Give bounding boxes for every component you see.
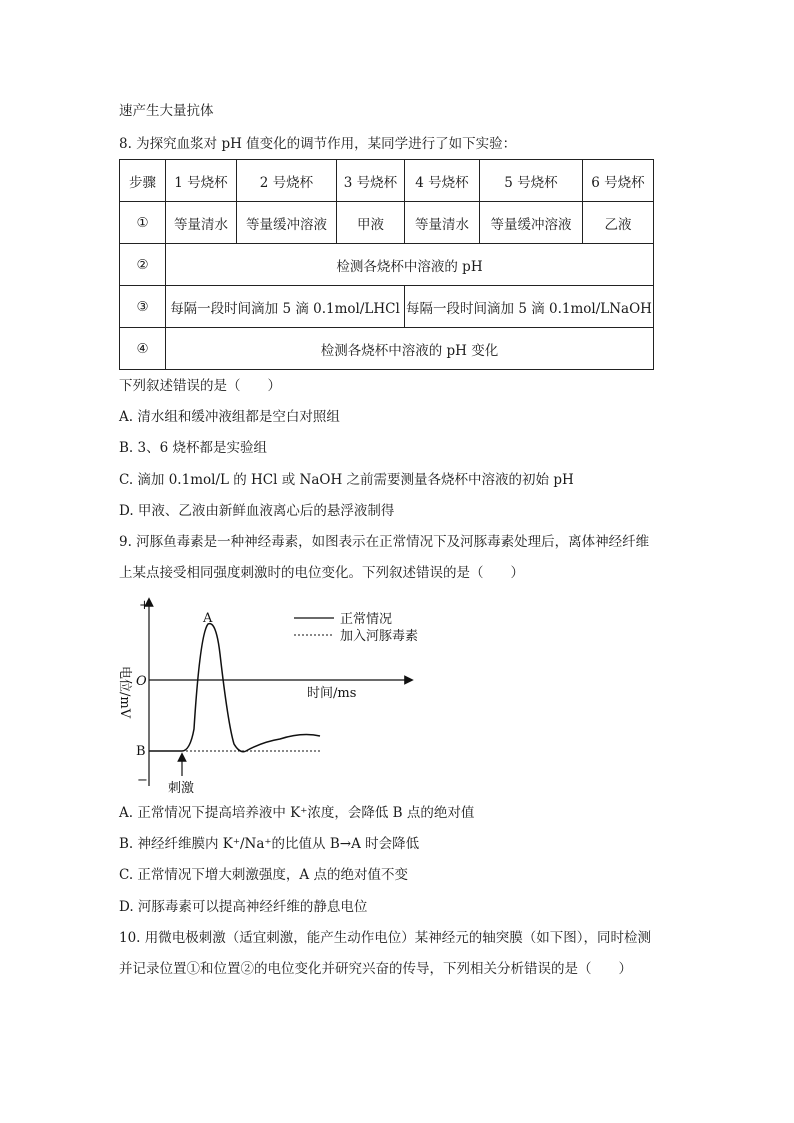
- normal-curve: [149, 624, 320, 752]
- experiment-table: [119, 159, 654, 370]
- table-cell: 3 号烧杯: [337, 160, 405, 202]
- table-row: [120, 244, 654, 286]
- table-cell: 1 号烧杯: [166, 160, 237, 202]
- point-b-label: B: [136, 744, 146, 759]
- stimulus-label: 刺激: [168, 781, 195, 796]
- table-cell: 4 号烧杯: [405, 160, 480, 202]
- table-row: [120, 286, 654, 328]
- table-header-row: [120, 160, 654, 202]
- table-cell: 甲液: [337, 202, 405, 244]
- x-axis-label: 时间/ms: [307, 686, 357, 701]
- q9-option-b: B. 神经纤维膜内 K⁺/Na⁺的比值从 B→A 时会降低: [119, 836, 420, 852]
- q8-stem: 8. 为探究血浆对 pH 值变化的调节作用，某同学进行了如下实验：: [119, 136, 517, 152]
- table-cell: 6 号烧杯: [583, 160, 654, 202]
- table-cell: 检测各烧杯中溶液的 pH: [166, 244, 654, 286]
- table-row: [120, 328, 654, 370]
- table-cell: 等量缓冲溶液: [480, 202, 583, 244]
- table-cell: 检测各烧杯中溶液的 pH 变化: [166, 328, 654, 370]
- table-cell: ②: [120, 244, 166, 286]
- table-cell: 等量清水: [405, 202, 480, 244]
- q8-option-a: A. 清水组和缓冲液组都是空白对照组: [119, 409, 340, 425]
- table-row: [120, 202, 654, 244]
- q9-option-d: D. 河豚毒素可以提高神经纤维的静息电位: [119, 899, 368, 915]
- legend-normal-label: 正常情况: [340, 612, 393, 627]
- q8-option-c: C. 滴加 0.1mol/L 的 HCl 或 NaOH 之前需要测量各烧杯中溶液的初始 pH: [119, 472, 574, 488]
- q10-stem-line2: 并记录位置①和位置②的电位变化并研究兴奋的传导，下列相关分析错误的是（ ）: [119, 961, 632, 977]
- q9-option-c: C. 正常情况下增大刺激强度，A 点的绝对值不变: [119, 867, 408, 883]
- intro-line: 速产生大量抗体: [119, 103, 214, 119]
- q9-stem-line1: 9. 河豚鱼毒素是一种神经毒素，如图表示在正常情况下及河豚毒素处理后，离体神经纤维: [119, 534, 650, 550]
- q9-option-a: A. 正常情况下提高培养液中 K⁺浓度，会降低 B 点的绝对值: [119, 805, 475, 821]
- table-cell: ④: [120, 328, 166, 370]
- table-cell: 乙液: [583, 202, 654, 244]
- table-cell: ③: [120, 286, 166, 328]
- plus-label: +: [139, 598, 150, 613]
- origin-label: O: [136, 674, 147, 689]
- table-cell: 每隔一段时间滴加 5 滴 0.1mol/LHCl: [166, 286, 405, 328]
- point-a-label: A: [203, 611, 213, 626]
- table-cell: 步骤: [120, 160, 166, 202]
- q9-stem-line2: 上某点接受相同强度刺激时的电位变化。下列叙述错误的是（ ）: [119, 565, 524, 581]
- table-cell: 每隔一段时间滴加 5 滴 0.1mol/LNaOH: [405, 286, 654, 328]
- table-cell: 等量缓冲溶液: [237, 202, 337, 244]
- q8-option-d: D. 甲液、乙液由新鲜血液离心后的悬浮液制得: [119, 503, 395, 519]
- minus-label: −: [137, 773, 148, 788]
- table-cell: 等量清水: [166, 202, 237, 244]
- table-cell: ①: [120, 202, 166, 244]
- table-cell: 2 号烧杯: [237, 160, 337, 202]
- table-cell: 5 号烧杯: [480, 160, 583, 202]
- action-potential-figure: [112, 594, 442, 796]
- y-axis-label: 电位/mV: [117, 666, 132, 719]
- q8-prompt: 下列叙述错误的是（ ）: [119, 378, 281, 394]
- q10-stem-line1: 10. 用微电极刺激（适宜刺激，能产生动作电位）某神经元的轴突膜（如下图），同时检测: [119, 930, 652, 946]
- q8-option-b: B. 3、6 烧杯都是实验组: [119, 440, 267, 456]
- legend-toxin-label: 加入河豚毒素: [340, 629, 419, 644]
